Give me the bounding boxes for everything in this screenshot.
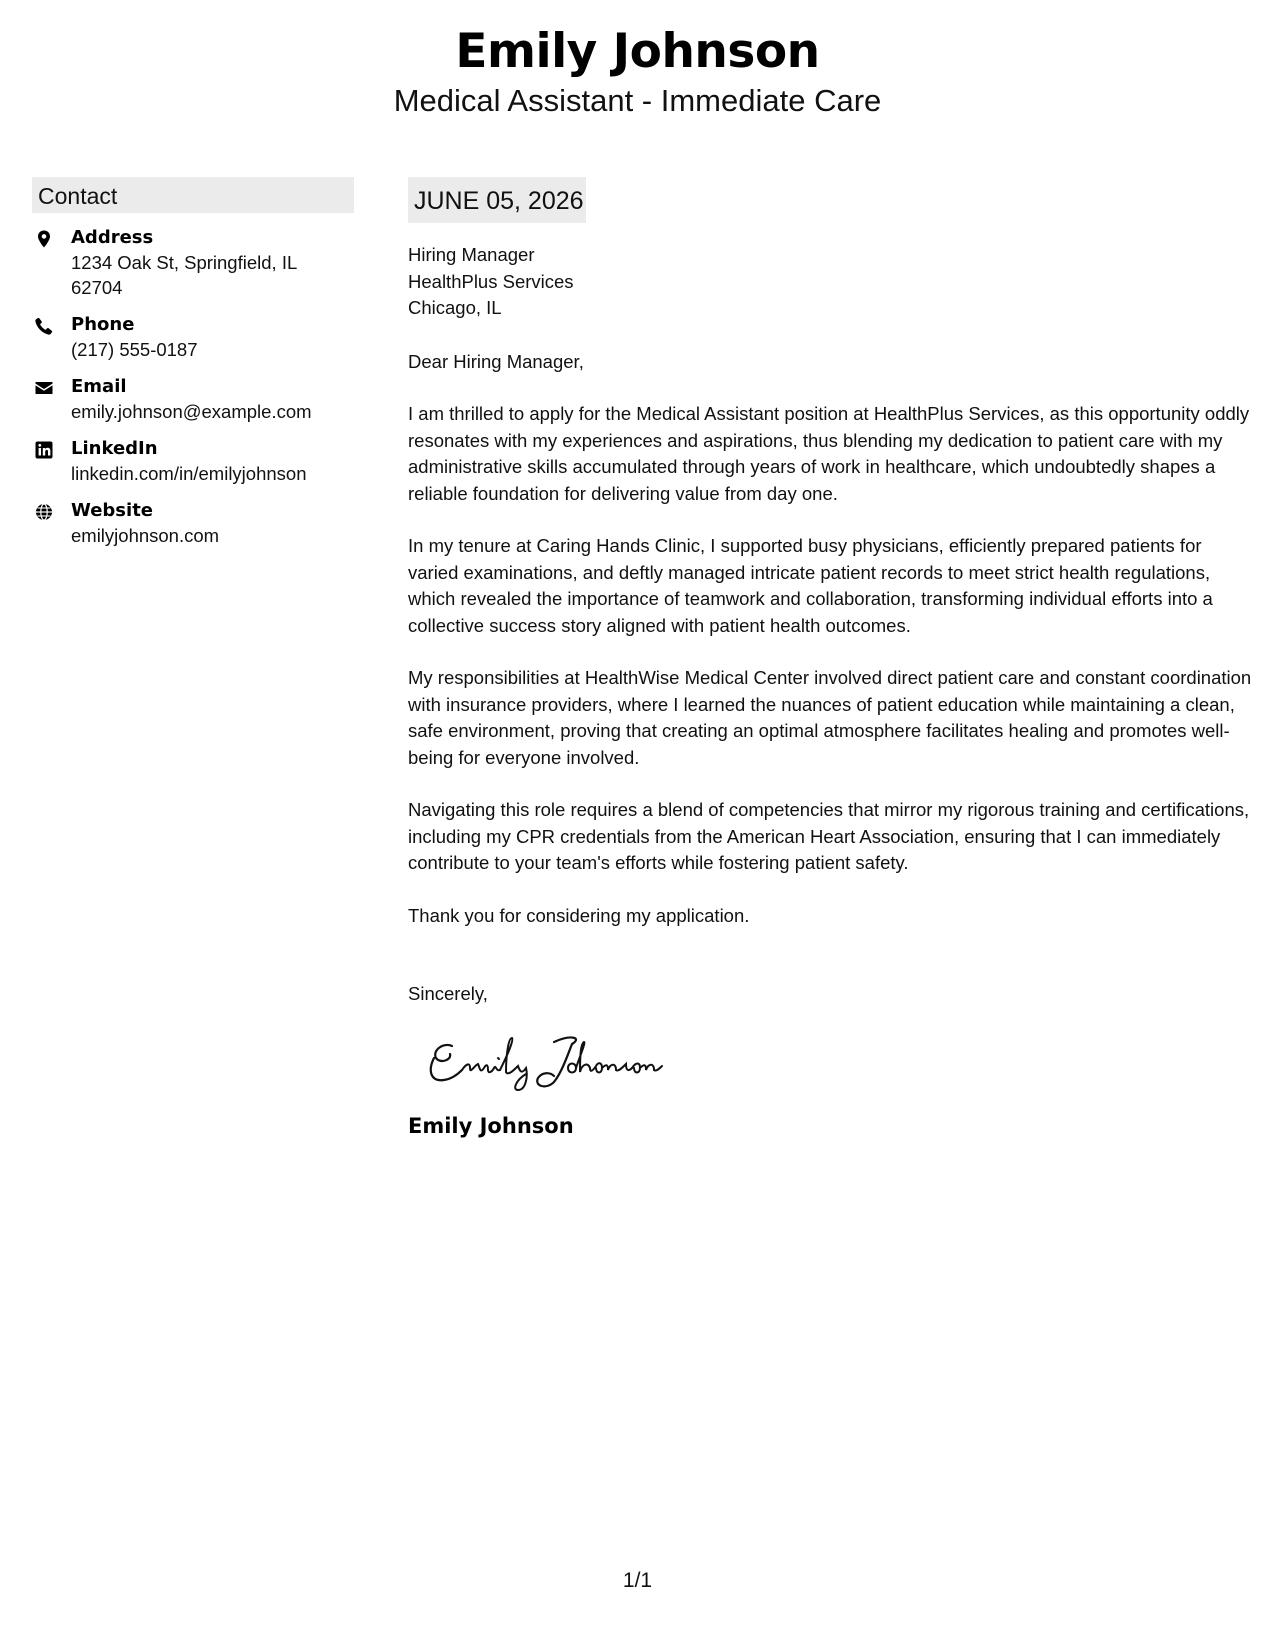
envelope-icon	[34, 378, 54, 398]
contact-website	[32, 499, 354, 548]
job-title: Medical Assistant - Immediate Care	[393, 83, 882, 118]
contact-email	[32, 375, 354, 424]
phone-icon	[34, 316, 54, 336]
globe-icon	[34, 502, 54, 522]
body-paragraph: Navigating this role requires a blend of competencies that mirror my rigorous training and certifications, including my CPR credentials from the American Heart Association, ensuring that I can immediately contribute to your team's efforts while fostering patient safety.	[408, 799, 1250, 873]
address-line-1: 1234 Oak St, Springfield, IL	[71, 252, 298, 273]
closing: Sincerely,	[408, 983, 488, 1004]
contact-sidebar	[32, 177, 354, 548]
applicant-name: Emily Johnson	[455, 24, 820, 79]
phone-value: (217) 555-0187	[71, 339, 198, 360]
body-paragraph: In my tenure at Caring Hands Clinic, I supported busy physicians, efficiently prepared patients for varied examinations, and deftly managed intricate patient records to meet strict health regulations, which revealed the importance of teamwork and collaboration, transforming individual efforts into a collective success story aligned with patient health outcomes.	[408, 535, 1213, 636]
email-label: Email	[71, 376, 127, 397]
greeting: Dear Hiring Manager,	[408, 350, 584, 372]
contact-phone	[32, 313, 354, 362]
body-paragraph: I am thrilled to apply for the Medical Assistant position at HealthPlus Services, as this opportunity oddly resonates with my experiences and aspirations, thus blending my dedication to patient care with my administrative skills accumulated through years of work in healthcare, which undoubtedly shapes a reliable foundation for delivering value from day one.	[408, 403, 1250, 504]
document-header	[0, 22, 1275, 120]
website-label: Website	[71, 500, 154, 521]
address-line-2: 62704	[71, 277, 123, 298]
signer-name: Emily Johnson	[408, 1113, 574, 1138]
email-value: emily.johnson@example.com	[71, 401, 312, 422]
recipient-block	[408, 242, 1253, 322]
thank-you-line: Thank you for considering my application.	[408, 904, 750, 926]
linkedin-icon	[34, 440, 54, 460]
address-label: Address	[71, 227, 154, 248]
contact-address	[32, 226, 354, 300]
contact-linkedin	[32, 437, 354, 486]
handwritten-signature	[422, 1028, 672, 1098]
location-pin-icon	[34, 229, 54, 249]
phone-label: Phone	[71, 314, 135, 335]
body-paragraph: My responsibilities at HealthWise Medical Center involved direct patient care and constant coordination with insurance providers, where I learned the nuances of patient education while maintaining a clean, safe environment, proving that creating an optimal atmosphere facilitates healing and promotes well-being for everyone involved.	[408, 667, 1252, 768]
linkedin-value: linkedin.com/in/emilyjohnson	[71, 463, 307, 484]
contact-section-title: Contact	[32, 177, 354, 213]
website-value: emilyjohnson.com	[71, 525, 220, 546]
recipient-line: Hiring Manager	[408, 244, 535, 265]
letter-date: JUNE 05, 2026	[408, 177, 586, 223]
recipient-line: HealthPlus Services	[408, 270, 574, 292]
linkedin-label: LinkedIn	[71, 438, 158, 459]
page-number: 1/1	[622, 1569, 653, 1592]
recipient-line: Chicago, IL	[408, 297, 502, 318]
letter-body	[408, 177, 1253, 1140]
